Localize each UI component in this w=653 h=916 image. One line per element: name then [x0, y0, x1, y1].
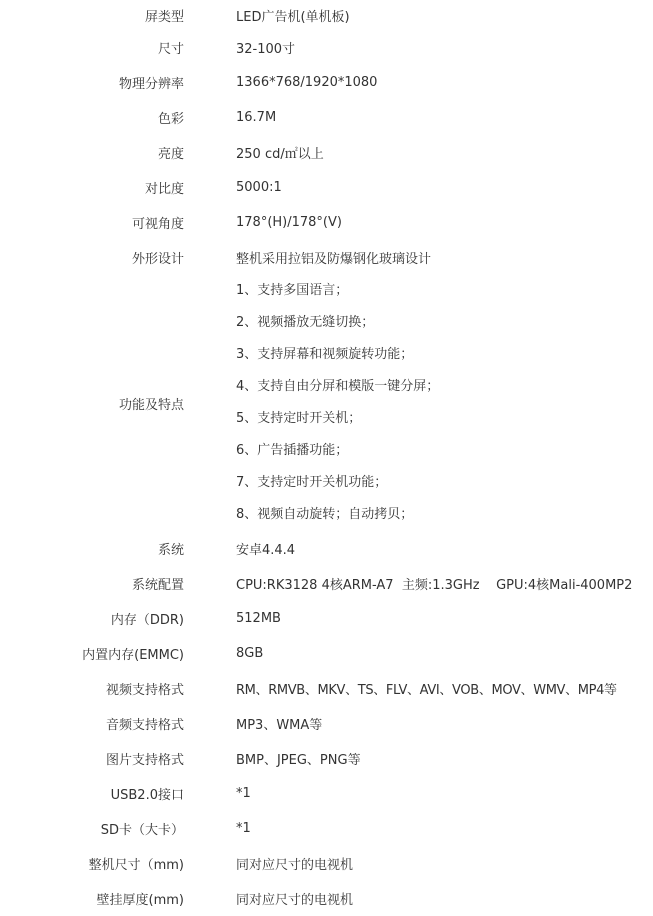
spec-row-viewing-angle	[0, 205, 653, 240]
spec-label: 尺寸	[157, 42, 184, 57]
spec-value: 安卓4.4.4	[236, 543, 296, 558]
spec-value: 32-100寸	[236, 42, 296, 57]
spec-label: 内置内存(EMMC)	[82, 648, 184, 663]
spec-value: RM、RMVB、MKV、TS、FLV、AVI、VOB、MOV、WMV、MP4等	[236, 683, 617, 698]
spec-value: LED广告机(单机板)	[236, 9, 350, 25]
spec-value: 8GB	[236, 646, 264, 661]
spec-label: 内存（DDR)	[110, 613, 184, 628]
feature-item: 3、支持屏幕和视频旋转功能；	[236, 347, 414, 362]
spec-label: 音频支持格式	[105, 718, 184, 733]
spec-row-size	[0, 30, 653, 65]
spec-label: 整机尺寸（mm)	[88, 858, 184, 873]
spec-row-image-formats	[0, 741, 653, 776]
feature-list	[236, 275, 439, 531]
spec-value: 250 cd/㎡以上	[236, 147, 324, 162]
spec-row-system	[0, 531, 653, 566]
spec-row-exterior-design	[0, 240, 653, 275]
spec-row-video-formats	[0, 671, 653, 706]
spec-label: 亮度	[157, 147, 184, 162]
spec-label: 对比度	[144, 182, 184, 197]
spec-row-brightness	[0, 135, 653, 170]
spec-row-screen-type	[0, 0, 653, 30]
spec-row-features	[0, 275, 653, 531]
spec-label: 色彩	[157, 112, 184, 127]
feature-item: 7、支持定时开关机功能；	[236, 475, 388, 490]
feature-item: 4、支持自由分屏和模版一键分屏；	[236, 379, 440, 394]
spec-row-color	[0, 100, 653, 135]
spec-value: CPU:RK3128 4核ARM-A7 主频:1.3GHz GPU:4核Mali-400MP2	[236, 578, 633, 593]
feature-item: 5、支持定时开关机；	[236, 411, 362, 426]
spec-value: *1	[236, 821, 251, 836]
spec-row-memory-ddr	[0, 601, 653, 636]
spec-value: 整机采用拉铝及防爆钢化玻璃设计	[236, 252, 432, 267]
spec-label: 物理分辨率	[118, 77, 184, 92]
spec-label: 屏类型	[144, 9, 184, 25]
spec-label: 系统配置	[131, 578, 184, 593]
spec-row-storage-emmc	[0, 636, 653, 671]
spec-value: 178°(H)/178°(V)	[236, 215, 342, 230]
spec-label: 可视角度	[131, 217, 184, 232]
feature-item: 1、支持多国语言；	[236, 283, 349, 298]
spec-value: 1366*768/1920*1080	[236, 75, 378, 90]
spec-value: MP3、WMA等	[236, 718, 323, 733]
feature-item: 8、视频自动旋转；自动拷贝；	[236, 507, 414, 522]
spec-label: 图片支持格式	[105, 753, 184, 768]
spec-label: 视频支持格式	[105, 683, 184, 698]
spec-value: BMP、JPEG、PNG等	[236, 753, 361, 768]
spec-row-resolution	[0, 65, 653, 100]
spec-value: 同对应尺寸的电视机	[236, 893, 354, 908]
spec-value: 512MB	[236, 611, 281, 626]
spec-label: 外形设计	[131, 252, 184, 267]
spec-value: 同对应尺寸的电视机	[236, 858, 354, 873]
spec-value: 5000:1	[236, 180, 282, 195]
spec-row-usb	[0, 776, 653, 811]
spec-value: *1	[236, 786, 251, 801]
spec-row-system-config	[0, 566, 653, 601]
spec-label: USB2.0接口	[110, 788, 184, 803]
spec-row-dimensions	[0, 846, 653, 881]
spec-row-sd-card	[0, 811, 653, 846]
spec-label: 系统	[157, 543, 184, 558]
spec-label: 壁挂厚度(mm)	[96, 893, 184, 908]
spec-value: 16.7M	[236, 110, 277, 125]
feature-item: 6、广告插播功能；	[236, 443, 349, 458]
spec-row-contrast	[0, 170, 653, 205]
spec-row-audio-formats	[0, 706, 653, 741]
spec-label: 功能及特点	[118, 397, 184, 413]
spec-label: SD卡（大卡）	[100, 823, 184, 838]
feature-item: 2、视频播放无缝切换；	[236, 315, 375, 330]
